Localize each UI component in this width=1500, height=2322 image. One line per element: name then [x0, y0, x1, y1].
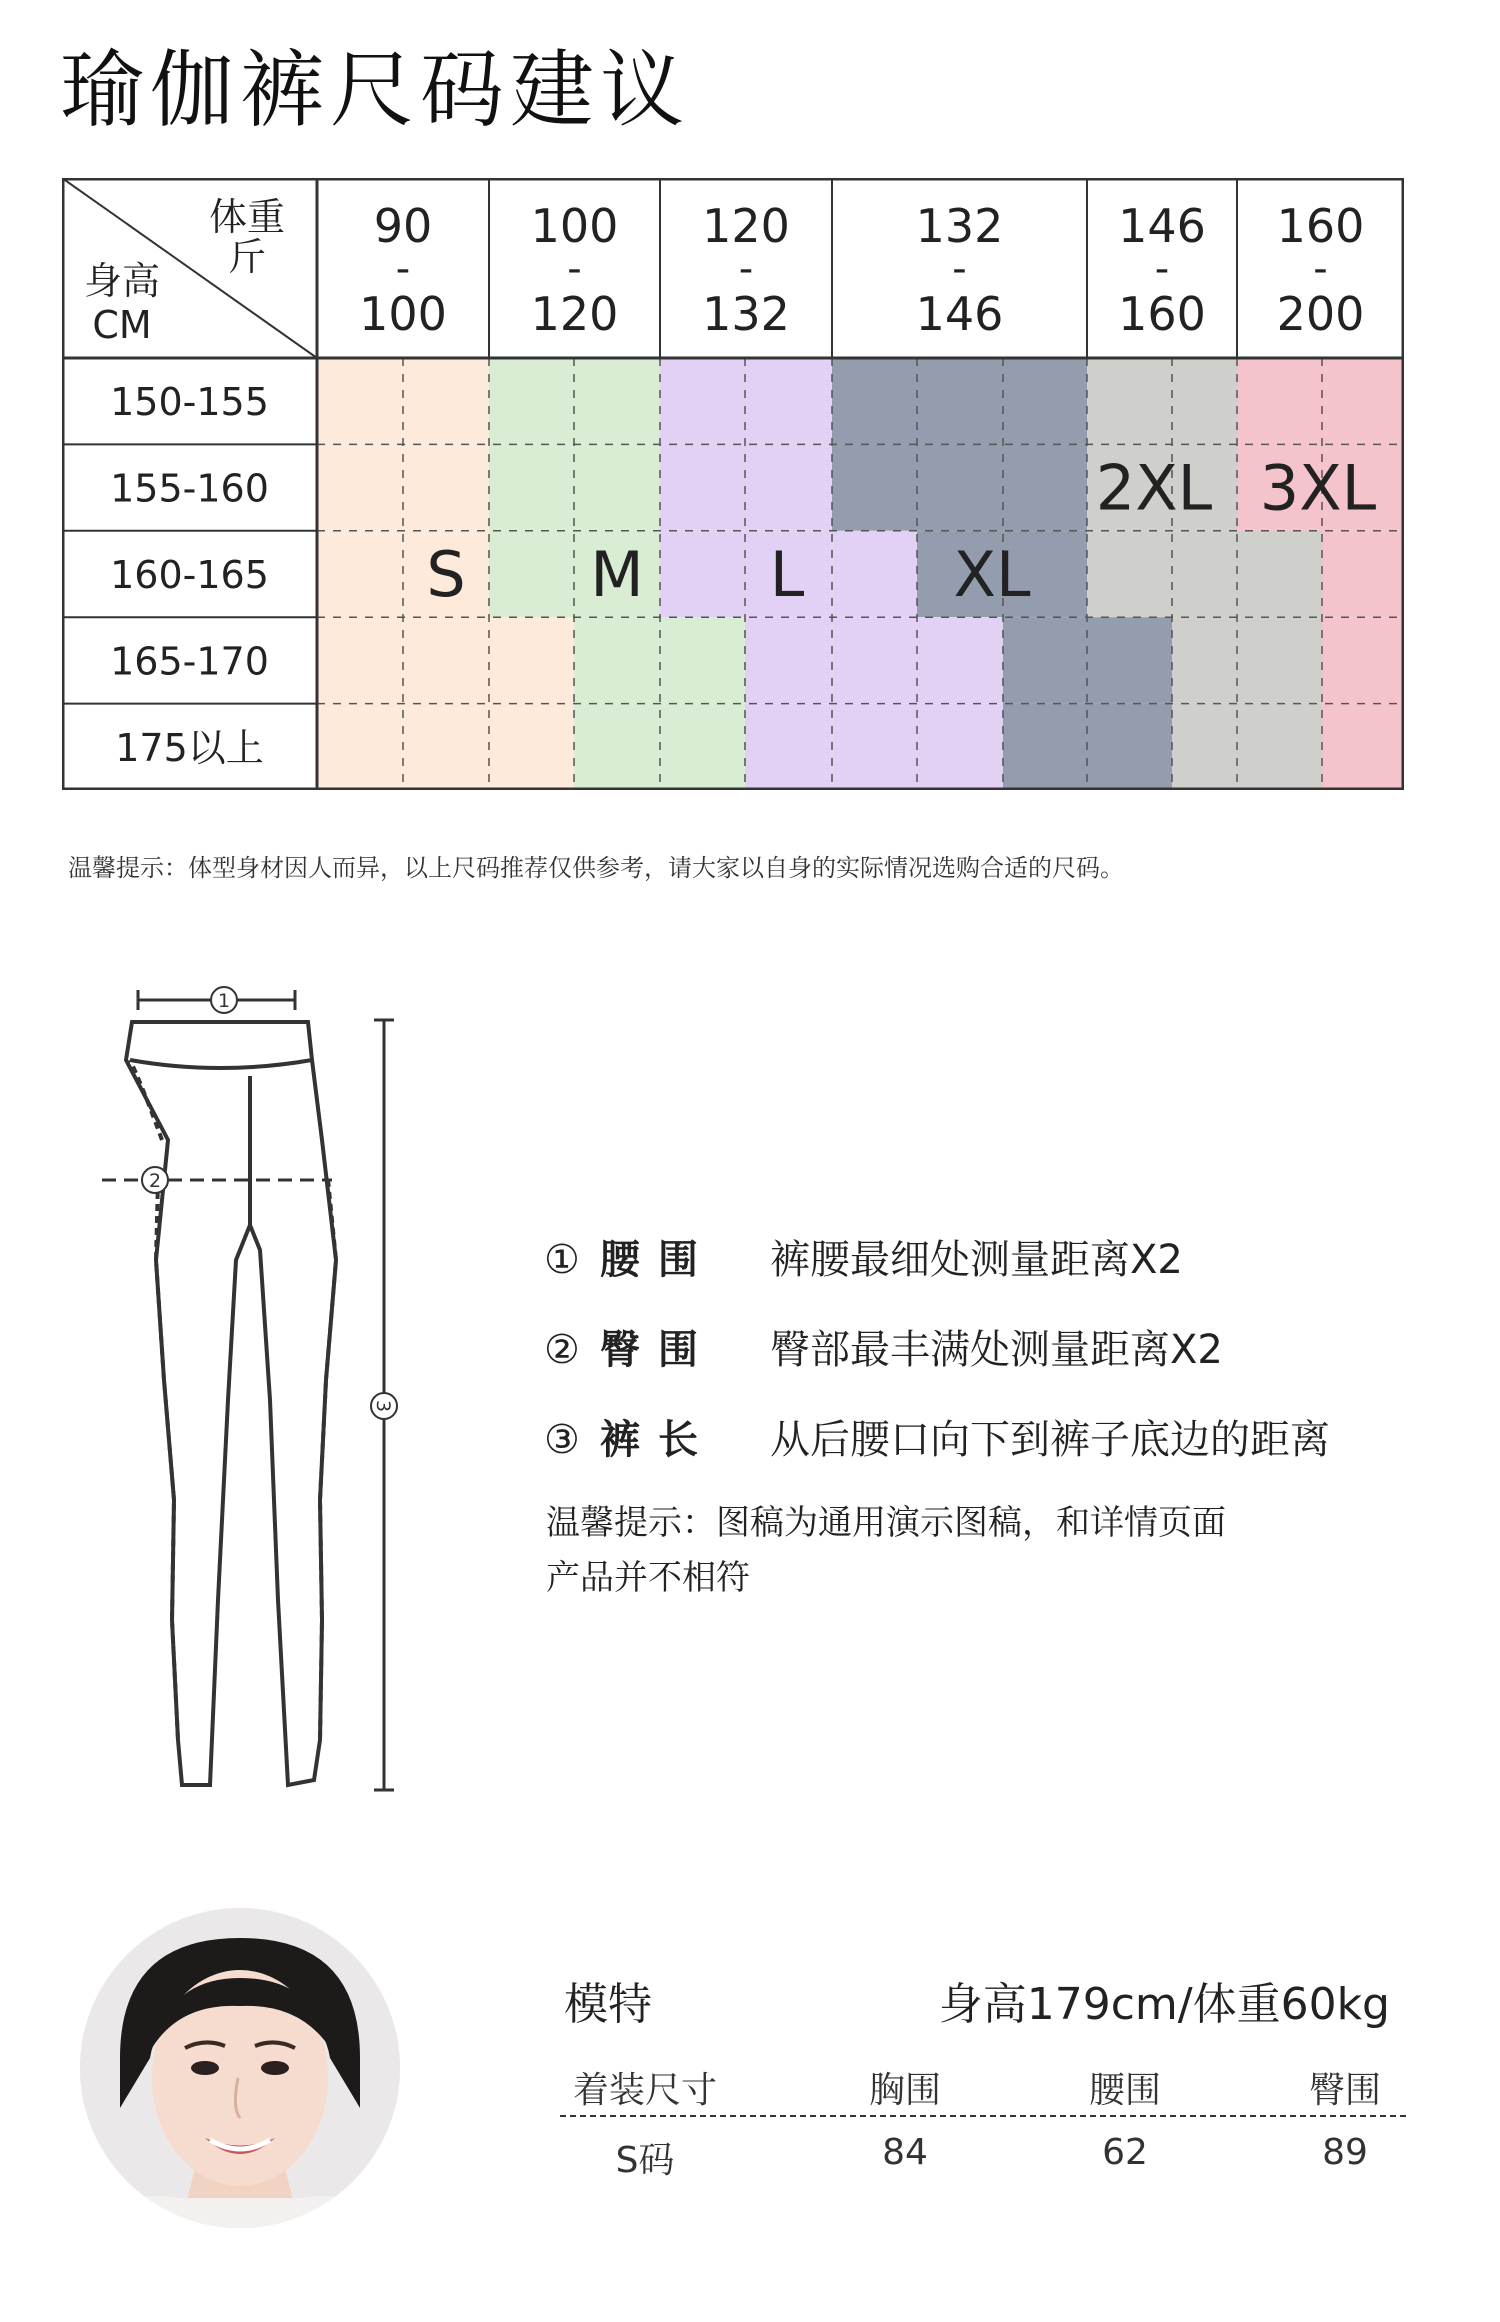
model-table-divider	[560, 2115, 1406, 2117]
weight-col-to: 160	[1118, 287, 1206, 341]
size-label-3xl: 3XL	[1259, 451, 1377, 525]
weight-col-sep: -	[567, 246, 582, 292]
size-cell-s	[317, 617, 574, 703]
height-row-label: 160-165	[110, 553, 269, 597]
weight-col-from: 132	[915, 199, 1004, 253]
size-cell-xl	[832, 358, 1087, 444]
marker-2: 2	[148, 1170, 162, 1192]
height-row-label: 150-155	[110, 380, 269, 425]
size-cell-2xl	[1087, 358, 1237, 444]
height-row-label: 165-170	[110, 639, 269, 684]
header-weight-label: 体重	[208, 195, 286, 239]
weight-col-from: 100	[530, 199, 619, 253]
size-cell-l	[660, 444, 832, 530]
size-cell-s	[317, 704, 574, 790]
model-value-waist: 62	[1102, 2132, 1148, 2173]
size-cell-xl	[832, 444, 1087, 530]
measurement-length	[544, 1408, 1330, 1465]
model-header-chest: 胸围	[868, 2070, 941, 2111]
measurement-num: ③	[544, 1417, 580, 1463]
weight-col-to: 100	[359, 287, 447, 341]
pants-diagram	[100, 980, 420, 1804]
weight-col-from: 160	[1276, 199, 1365, 253]
size-cell-3xl	[1322, 704, 1404, 790]
size-cell-3xl	[1322, 617, 1404, 703]
measurement-label: 臀围	[600, 1327, 716, 1373]
height-row-label: 175以上	[115, 725, 264, 770]
weight-col-to: 200	[1276, 287, 1365, 341]
measurement-num: ②	[544, 1327, 580, 1373]
header-height-label: 身高	[83, 259, 161, 303]
weight-col-sep: -	[395, 246, 411, 292]
size-cell-l	[745, 617, 1003, 703]
model-value-chest: 84	[882, 2132, 928, 2173]
model-avatar	[80, 1908, 400, 2228]
weight-col-from: 146	[1118, 199, 1206, 253]
weight-col-to: 132	[702, 287, 790, 341]
header-height-unit: CM	[92, 303, 152, 347]
weight-col-sep: -	[952, 246, 967, 292]
weight-col-to: 146	[915, 287, 1004, 341]
marker-1: 1	[217, 990, 231, 1012]
size-cell-3xl	[1237, 358, 1404, 444]
hip-measure-line	[102, 1167, 332, 1193]
size-tip-text: 温馨提示：体型身材因人而异，以上尺码推荐仅供参考，请大家以自身的实际情况选购合适的尺码。	[68, 854, 1124, 882]
measurement-waist	[544, 1228, 1183, 1285]
header-weight-unit: 斤	[227, 235, 267, 279]
weight-col-to: 120	[530, 287, 619, 341]
size-label-2xl: 2XL	[1095, 451, 1213, 525]
waist-measure-line	[138, 987, 295, 1013]
length-measure-line	[371, 1020, 397, 1790]
model-header-hip: 臀围	[1308, 2070, 1381, 2111]
model-label: 模特	[564, 1979, 652, 2030]
size-label-s: S	[426, 538, 466, 611]
weight-col-from: 90	[373, 199, 433, 253]
size-cell-2xl	[1172, 617, 1322, 703]
model-value-size: S码	[615, 2140, 675, 2181]
measurement-desc: 裤腰最细处测量距离X2	[770, 1237, 1183, 1283]
model-stats: 身高179cm/体重60kg	[938, 1979, 1390, 2030]
pants-outline	[126, 1022, 336, 1785]
page-title: 瑜伽裤尺码建议	[60, 41, 691, 139]
measurement-label: 裤长	[600, 1417, 716, 1463]
size-cell-l	[660, 358, 832, 444]
weight-col-sep: -	[1154, 246, 1170, 292]
measurement-desc: 臀部最丰满处测量距离X2	[770, 1327, 1223, 1373]
size-label-m: M	[590, 538, 644, 611]
diagram-tip-text	[546, 1496, 1366, 1606]
measurement-desc: 从后腰口向下到裤子底边的距离	[770, 1417, 1330, 1463]
diagram-tip-line: 温馨提示：图稿为通用演示图稿，和详情页面	[546, 1503, 1226, 1543]
weight-col-sep: -	[1313, 246, 1328, 292]
weight-col-from: 120	[702, 199, 790, 253]
marker-3: 3	[372, 1399, 394, 1413]
size-cell-2xl	[1087, 531, 1322, 617]
size-cell-2xl	[1172, 704, 1322, 790]
measurement-label: 腰围	[600, 1237, 716, 1283]
size-cell-3xl	[1322, 531, 1404, 617]
height-row-label: 155-160	[110, 466, 269, 511]
size-label-xl: XL	[953, 538, 1031, 611]
diagram-tip-line: 产品并不相符	[546, 1558, 750, 1598]
size-cell-m	[489, 358, 660, 444]
size-label-l: L	[769, 538, 805, 611]
measurement-hip	[544, 1318, 1223, 1375]
size-cell-s	[317, 358, 489, 444]
model-header-size: 着装尺寸	[572, 2070, 717, 2111]
size-cell-l	[745, 704, 1003, 790]
model-value-hip: 89	[1322, 2132, 1368, 2173]
measurement-num: ①	[544, 1237, 580, 1283]
weight-col-sep: -	[738, 246, 754, 292]
model-header-waist: 腰围	[1088, 2070, 1161, 2111]
size-chart-table	[62, 178, 1404, 790]
